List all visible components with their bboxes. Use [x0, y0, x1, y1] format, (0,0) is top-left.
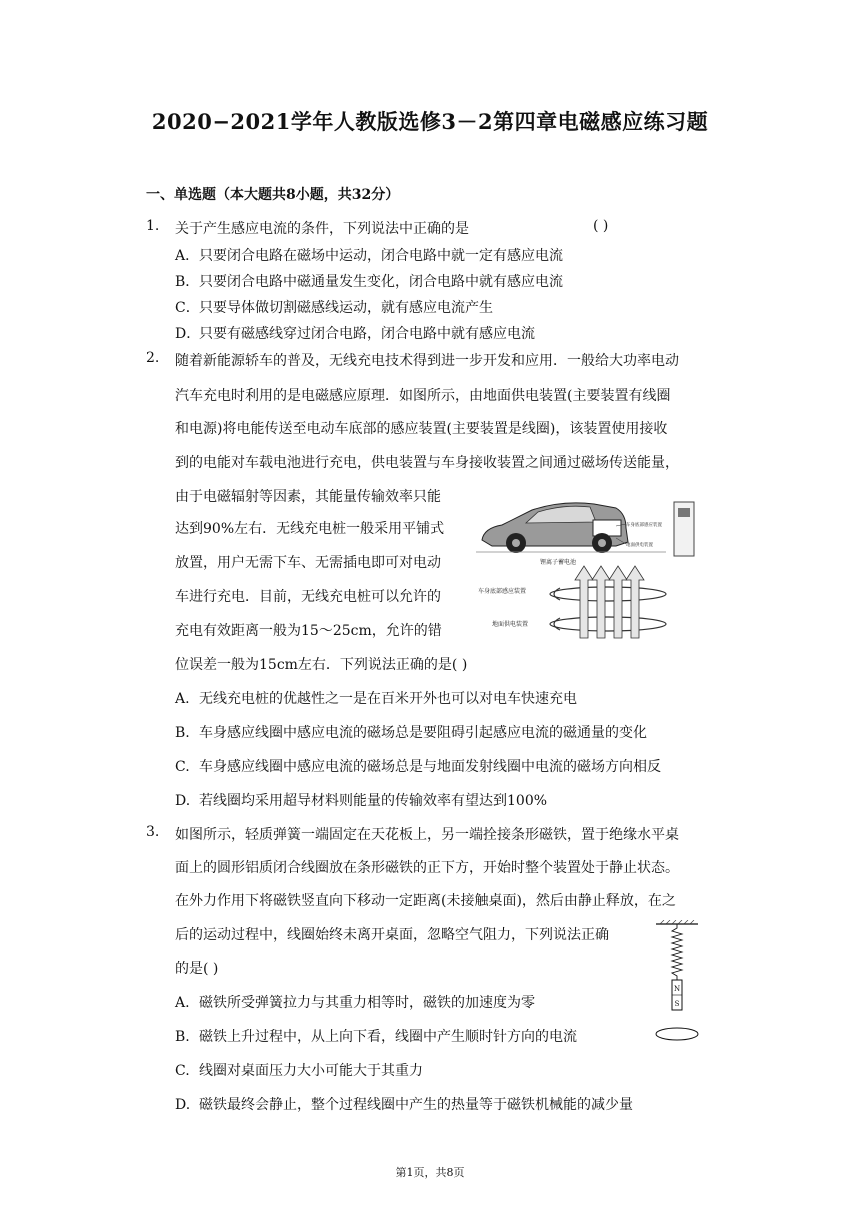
question-number-1: 1.: [146, 218, 160, 234]
q3-option-d: [175, 1094, 633, 1114]
vehicle-device-label: 车身底部感应装置: [478, 588, 527, 595]
option-label: B．: [175, 274, 200, 290]
charging-pile-screen: [678, 508, 690, 517]
question-1-stem: 关于产生感应电流的条件，下列说法中正确的是: [175, 221, 469, 237]
q2-option-d: [175, 790, 547, 810]
option-label: A．: [175, 248, 200, 264]
option-label: A.: [175, 995, 190, 1011]
q2-option-c: [175, 756, 661, 776]
q2-text-line: 到的电能对车载电池进行充电，供电装置与车身接收装置之间通过磁场传送能量，: [175, 455, 679, 471]
q3-text-line: 的是( ): [175, 961, 219, 977]
q2-text-line: 位误差一般为15cm左右．下列说法正确的是( ): [175, 657, 468, 673]
page-title: 2020−2021学年人教版选修3－2第四章电磁感应练习题: [151, 109, 709, 134]
q2-text-line: 随着新能源轿车的普及，无线充电技术得到进一步开发和应用．一般给大功率电动: [175, 353, 679, 369]
question-number-2: 2.: [146, 350, 160, 366]
option-text: 只要有磁感线穿过闭合电路，闭合电路中就有感应电流: [199, 326, 535, 342]
q3-text-line: 后的运动过程中，线圈始终未离开桌面，忽略空气阻力，下列说法正确: [175, 927, 609, 943]
q1-option-a: [175, 245, 563, 265]
q2-option-b: [175, 722, 647, 742]
q1-option-c: [175, 297, 493, 317]
option-text: 车身感应线圈中感应电流的磁场总是要阻碍引起感应电流的磁通量的变化: [199, 725, 647, 741]
question-number-3: 3.: [146, 824, 160, 840]
magnet-south-label: S: [674, 1000, 680, 1008]
option-text: 只要导体做切割磁感线运动，就有感应电流产生: [199, 300, 493, 316]
q2-option-a: [175, 688, 577, 708]
page-footer: 第1页，共8页: [395, 1166, 465, 1179]
option-label: D.: [175, 1097, 191, 1113]
battery-label: 锂离子蓄电池: [540, 559, 577, 566]
front-hub: [512, 539, 520, 547]
option-label: C.: [175, 759, 190, 775]
option-label: B.: [175, 725, 190, 741]
q1-option-d: [175, 323, 535, 343]
option-label: B.: [175, 1029, 190, 1045]
q3-option-a: [175, 992, 535, 1012]
option-label: D．: [175, 326, 201, 342]
q3-option-b: [175, 1026, 577, 1046]
q3-option-c: [175, 1060, 423, 1080]
option-text: 磁铁上升过程中，从上向下看，线圈中产生顺时针方向的电流: [199, 1029, 577, 1045]
answer-blank: ( ): [593, 218, 609, 234]
q2-text-line: 由于电磁辐射等因素，其能量传输效率只能: [175, 489, 441, 505]
q1-option-b: [175, 271, 563, 291]
q2-text-line: 汽车充电时利用的是电磁感应原理．如图所示，由地面供电装置(主要装置有线圈: [175, 388, 671, 404]
option-text: 若线圈均采用超导材料则能量的传输效率有望达到100%: [199, 793, 548, 809]
small-label: 车身底部感应装置: [626, 523, 662, 528]
aluminum-coil: [656, 1028, 698, 1040]
ground-device-label: 地面供电装置: [492, 621, 529, 628]
q2-text-line: 和电源)将电能传送至电动车底部的感应装置(主要装置是线圈)，该装置使用接收: [175, 421, 668, 437]
option-text: 无线充电桩的优越性之一是在百米开外也可以对电车快速充电: [199, 691, 577, 707]
option-text: 车身感应线圈中感应电流的磁场总是与地面发射线圈中电流的磁场方向相反: [199, 759, 661, 775]
option-label: C.: [175, 1063, 190, 1079]
spring: [672, 924, 682, 980]
q3-text-line: 在外力作用下将磁铁竖直向下移动一定距离(未接触桌面)，然后由静止释放，在之: [175, 893, 676, 909]
option-text: 磁铁所受弹簧拉力与其重力相等时，磁铁的加速度为零: [199, 995, 535, 1011]
q3-text-line: 面上的圆形铝质闭合线圈放在条形磁铁的正下方，开始时整个装置处于静止状态。: [175, 860, 679, 876]
q2-text-line: 达到90%左右．无线充电桩一般采用平铺式: [175, 521, 445, 537]
vehicle-coil: [550, 587, 666, 601]
option-label: D.: [175, 793, 191, 809]
q2-text-line: 充电有效距离一般为15～25cm，允许的错: [175, 623, 442, 639]
q3-text-line: 如图所示，轻质弹簧一端固定在天花板上，另一端拴接条形磁铁，置于绝缘水平桌: [175, 827, 679, 843]
q2-text-line: 车进行充电．目前，无线充电桩可以允许的: [175, 589, 441, 605]
magnetic-field-arrows: [575, 566, 644, 638]
spring-magnet-figure: [652, 920, 702, 1046]
ground-coil: [550, 617, 666, 631]
small-label: 地面供电装置: [626, 543, 653, 548]
q2-text-line: 放置，用户无需下车、无需插电即可对电动: [175, 555, 441, 571]
option-text: 线圈对桌面压力大小可能大于其重力: [199, 1063, 423, 1079]
magnet-north-label: N: [673, 985, 681, 993]
option-text: 只要闭合电路中磁通量发生变化，闭合电路中就有感应电流: [199, 274, 563, 290]
vehicle-coil-box: [593, 520, 621, 536]
option-text: 只要闭合电路在磁场中运动，闭合电路中就一定有感应电流: [199, 248, 563, 264]
option-label: C．: [175, 300, 200, 316]
option-text: 磁铁最终会静止，整个过程线圈中产生的热量等于磁铁机械能的减少量: [199, 1097, 633, 1113]
option-label: A.: [175, 691, 190, 707]
wireless-charging-figure: [476, 498, 702, 646]
section-heading: 一、单选题（本大题共8小题，共32分）: [146, 187, 400, 203]
rear-hub: [598, 539, 606, 547]
